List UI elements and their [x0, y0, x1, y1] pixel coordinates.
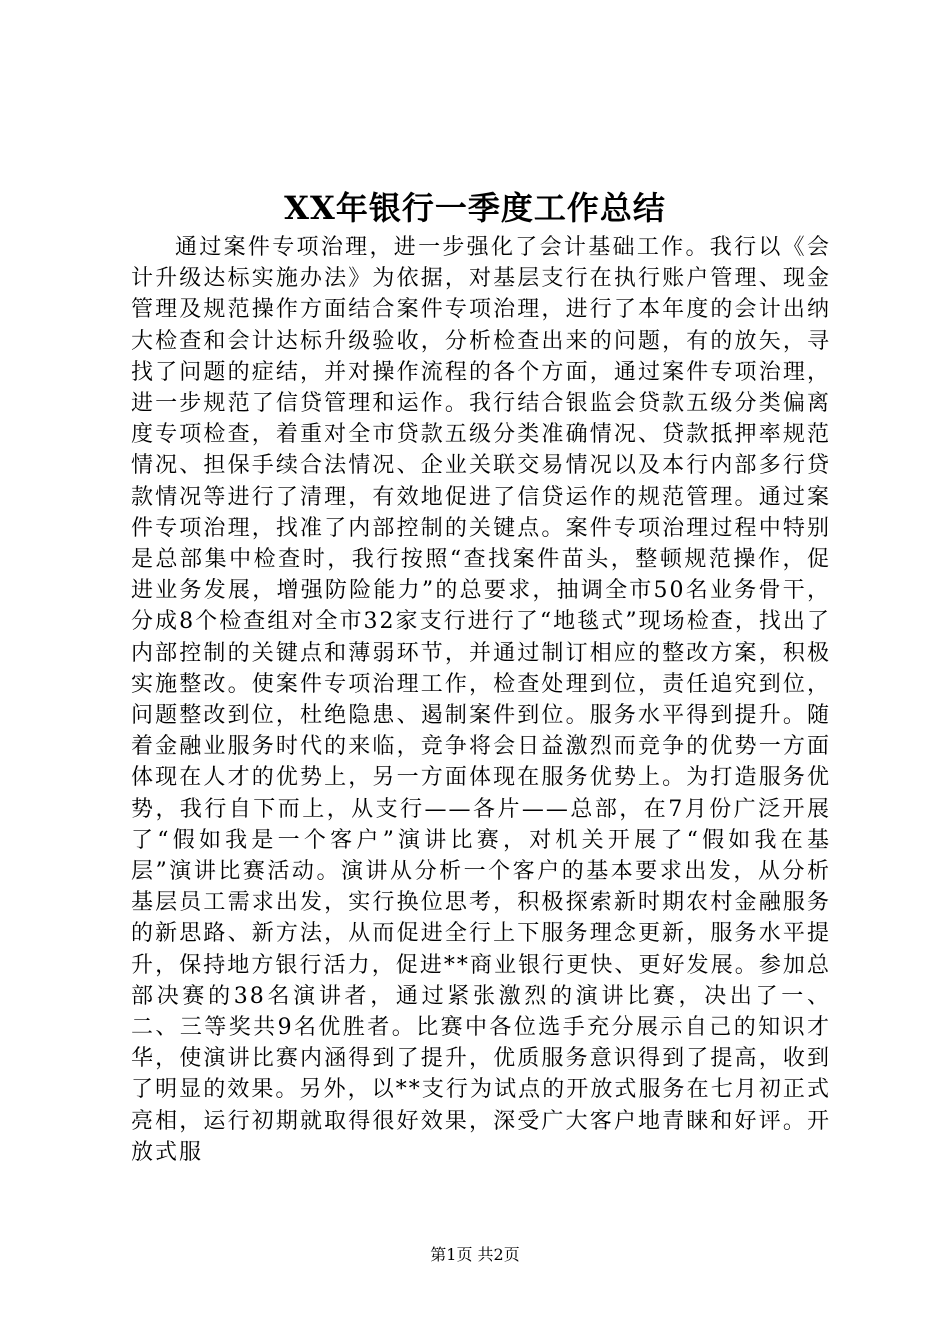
- page-footer: 第1页 共2页: [430, 1245, 520, 1264]
- body-paragraph: 通过案件专项治理，进一步强化了会计基础工作。我行以《会计升级达标实施办法》为依据，对基层支行在执行账户管理、现金管理及规范操作方面结合案件专项治理，进行了本年度的会计出纳大检查和会计达标升级验收，分析检查出来的问题，有的放矢，寻找了问题的症结，并对操作流程的各个方面，通过案件专项治理，进一步规范了信贷管理和运作。我行结合银监会贷款五级分类偏离度专项检查，着重对全市贷款五级分类准确情况、贷款抵押率规范情况、担保手续合法情况、企业关联交易情况以及本行内部多行贷款情况等进行了清理，有效地促进了信贷运作的规范管理。通过案件专项治理，找准了内部控制的关键点。案件专项治理过程中特别是总部集中检查时，我行按照“查找案件苗头，整顿规范操作，促进业务发展，增强防险能力”的总要求，抽调全市50名业务骨干，分成8个检查组对全市32家支行进行了“地毯式”现场检查，找出了内部控制的关键点和薄弱环节，并通过制订相应的整改方案，积极实施整改。使案件专项治理工作，检查处理到位，责任追究到位，问题整改到位，杜绝隐患、遏制案件到位。服务水平得到提升。随着金融业服务时代的来临，竞争将会日益激烈而竞争的优势一方面体现在人才的优势上，另一方面体现在服务优势上。为打造服务优势，我行自下而上，从支行——各片——总部，在7月份广泛开展了“假如我是一个客户”演讲比赛，对机关开展了“假如我在基层”演讲比赛活动。演讲从分析一个客户的基本要求出发，从分析基层员工需求出发，实行换位思考，积极探索新时期农村金融服务的新思路、新方法，从而促进全行上下服务理念更新，服务水平提升，保持地方银行活力，促进**商业银行更快、更好发展。参加总部决赛的38名演讲者，通过紧张激烈的演讲比赛，决出了一、二、三等奖共9名优胜者。比赛中各位选手充分展示自己的知识才华，使演讲比赛内涵得到了提升，优质服务意识得到了提高，收到了明显的效果。另外，以**支行为试点的开放式服务在七月初正式亮相，运行初期就取得很好效果，深受广大客户地青睐和好评。开放式服: [131, 235, 831, 1165]
- document-title: XX年银行一季度工作总结: [284, 189, 666, 227]
